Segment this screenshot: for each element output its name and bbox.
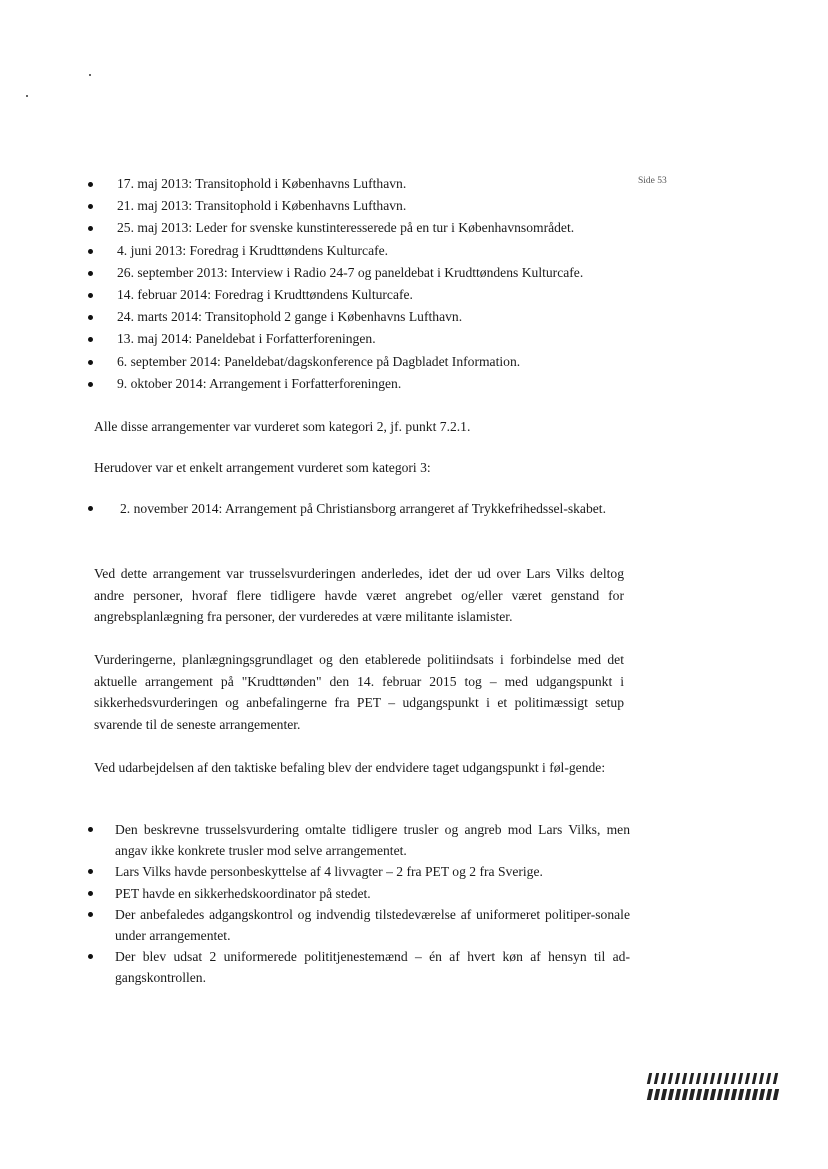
list-item: Der blev udsat 2 uniformerede polititjenestemænd – én af hvert køn af hensyn til ad-gangskontrollen. — [85, 946, 630, 988]
list-item: PET havde en sikkerhedskoordinator på stedet. — [85, 883, 630, 904]
list-item: 24. marts 2014: Transitophold 2 gange i Københavns Lufthavn. — [85, 306, 685, 328]
list-item: Den beskrevne trusselsvurdering omtalte tidligere trusler og angreb mod Lars Vilks, men angav ikke konkrete trusler mod selve arrangementet. — [85, 819, 630, 861]
barcode-top-row — [648, 1073, 780, 1084]
threat-paragraph: Ved dette arrangement var trusselsvurderingen anderledes, idet der ud over Lars Vilks deltog andre personer, hvoraf flere tidligere havde været angrebet og/eller været genstand for angrebsplanlægning fra personer, der vurderedes at være militante islamister. — [94, 566, 624, 624]
scan-speck — [26, 95, 28, 97]
category3-list — [85, 498, 625, 519]
factors-list — [85, 819, 630, 989]
category2-paragraph: Alle disse arrangementer var vurderet som kategori 2, jf. punkt 7.2.1. — [94, 419, 471, 434]
list-item: 25. maj 2013: Leder for svenske kunstinteresserede på en tur i Københavnsområdet. — [85, 217, 685, 239]
list-item: 13. maj 2014: Paneldebat i Forfatterforeningen. — [85, 328, 685, 350]
events-list — [85, 173, 685, 395]
list-item: Lars Vilks havde personbeskyttelse af 4 livvagter – 2 fra PET og 2 fra Sverige. — [85, 861, 630, 882]
barcode-bottom-row — [648, 1089, 780, 1100]
list-item: 17. maj 2013: Transitophold i Københavns Lufthavn. — [85, 173, 685, 195]
assessments-paragraph: Vurderingerne, planlægningsgrundlaget og den etablerede politiindsats i forbindelse med det aktuelle arrangement på "Krudttønden" den 14. februar 2015 tog – med udgangspunkt i sikkerhedsvurderingen og anbefalingerne fra PET – udgangspunkt i et politimæssigt setup svarende til de seneste arrangementer. — [94, 652, 624, 732]
list-item: 21. maj 2013: Transitophold i Københavns Lufthavn. — [85, 195, 685, 217]
scan-speck — [89, 74, 91, 76]
list-item: Der anbefaledes adgangskontrol og indvendig tilstedeværelse af uniformeret politiper-sonale under arrangementet. — [85, 904, 630, 946]
list-item: 2. november 2014: Arrangement på Christiansborg arrangeret af Trykkefrihedssel-skabet. — [85, 498, 625, 519]
list-item: 14. februar 2014: Foredrag i Krudttøndens Kulturcafe. — [85, 284, 685, 306]
list-item: 26. september 2013: Interview i Radio 24-7 og paneldebat i Krudttøndens Kulturcafe. — [85, 262, 685, 284]
list-item: 4. juni 2013: Foredrag i Krudttøndens Kulturcafe. — [85, 240, 685, 262]
page-number: Side 53 — [638, 176, 667, 186]
list-item: 9. oktober 2014: Arrangement i Forfatterforeningen. — [85, 373, 685, 395]
barcode-image — [648, 1073, 780, 1101]
category3-intro-paragraph: Herudover var et enkelt arrangement vurderet som kategori 3: — [94, 460, 431, 475]
tactical-paragraph: Ved udarbejdelsen af den taktiske befaling blev der endvidere taget udgangspunkt i føl-gende: — [94, 760, 606, 775]
list-item: 6. september 2014: Paneldebat/dagskonference på Dagbladet Information. — [85, 351, 685, 373]
